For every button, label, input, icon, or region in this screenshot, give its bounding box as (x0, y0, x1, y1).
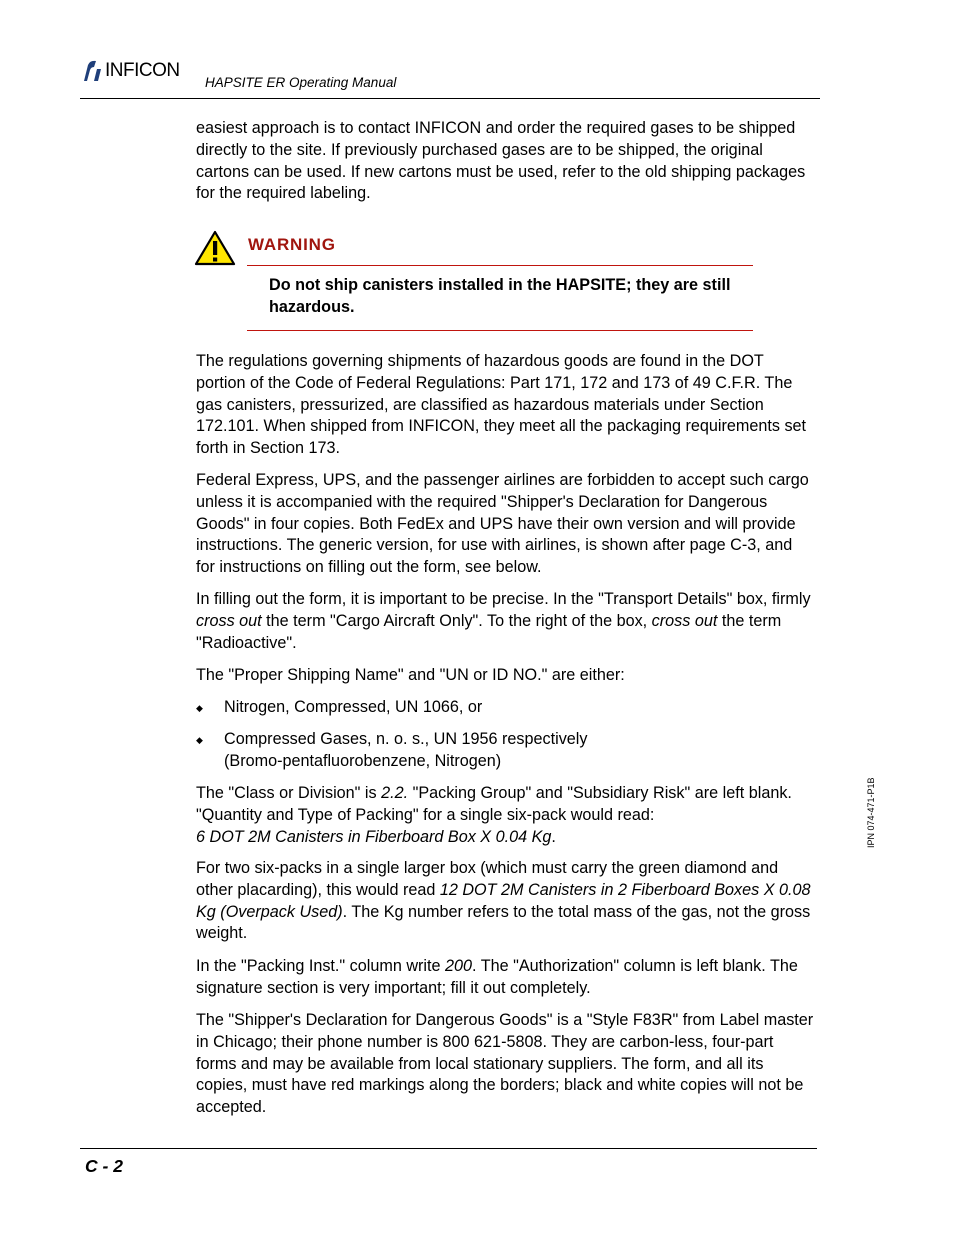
two-pack-emphasis: 12 DOT 2M Canisters in 2 Fiberboard Boxes X 0.08 Kg (Overpack Used) (196, 880, 811, 921)
manual-title: HAPSITE ER Operating Manual (205, 75, 397, 90)
inficon-logo (81, 59, 180, 83)
warning-top-rule (247, 265, 753, 266)
filling-text-2: the term "Cargo Aircraft Only". To the right of the box, (261, 611, 652, 630)
list-item: Nitrogen, Compressed, UN 1066, or (224, 698, 483, 716)
warning-bottom-rule (247, 330, 753, 331)
filling-emphasis-2: cross out (651, 611, 718, 630)
warning-title: WARNING (248, 235, 336, 254)
declaration-paragraph: The "Shipper's Declaration for Dangerous Goods" is a "Style F83R" from Label master in Chicago; their phone number is 800 621-5808. They are carbon-less, four-part forms and may be available from local stationary suppliers. The form, and all its copies, must have red markings along the borders; black and white copies will not be accepted. (196, 1011, 814, 1117)
page-number: C - 2 (85, 1156, 123, 1176)
filling-text-1: In filling out the form, it is important to be precise. In the "Transport Details" box, firmly (196, 590, 811, 608)
bullet-glyph: ◆ (196, 735, 203, 745)
ipn-label: IPN 074-471-P1B (866, 777, 876, 848)
intro-paragraph: easiest approach is to contact INFICON and order the required gases to be shipped directly to the site. If previously purchased gases are to be shipped, the original cartons can be used. If new cartons must be used, refer to the old shipping packages for the required labeling. (196, 119, 806, 203)
warning-text: Do not ship canisters installed in the HAPSITE; they are still hazardous. (269, 276, 731, 316)
regulations-paragraph: The regulations governing shipments of hazardous goods are found in the DOT portion of the Code of Federal Regulations: Part 171, 172 and 173 of 49 C.F.R. The gas canisters, pressurized, are classified as hazardous materials under Section 172.101. When shipped from INFICON, they meet all the packaging requirements set forth in Section 173. (196, 352, 807, 458)
class-emphasis-1: 2.2. (381, 784, 409, 802)
header-divider (80, 98, 820, 99)
bullet-glyph: ◆ (196, 703, 203, 713)
filling-paragraph (196, 589, 814, 654)
inficon-logo-icon (81, 59, 103, 83)
filling-emphasis-1: cross out (196, 611, 262, 630)
list-item: Compressed Gases, n. o. s., UN 1956 respectively (Bromo-pentafluorobenzene, Nitrogen) (224, 730, 588, 770)
packing-text-1: In the "Packing Inst." column write (196, 957, 446, 975)
class-text-2: "Packing Group" and "Subsidiary Risk" are left blank. "Quantity and Type of Packing" for a single six-pack would read: (196, 784, 792, 824)
two-pack-text-2: . The Kg number refers to the total mass of the gas, not the gross weight. (196, 902, 811, 943)
class-paragraph (196, 783, 814, 848)
two-pack-paragraph (196, 858, 814, 945)
packing-paragraph (196, 956, 814, 1000)
packing-text-2: . The "Authorization" column is left blank. The signature section is very important; fill it out completely. (196, 957, 798, 997)
class-text-3: . (551, 827, 556, 846)
class-emphasis-2: 6 DOT 2M Canisters in Fiberboard Box X 0.04 Kg (196, 827, 552, 846)
logo-text: INFICON (105, 60, 180, 81)
packing-emphasis: 200 (445, 957, 473, 975)
warning-triangle-icon (194, 230, 236, 266)
class-text-1: The "Class or Division" is (196, 784, 382, 802)
filling-text-3: the term "Radioactive". (196, 611, 782, 652)
footer-divider (80, 1148, 817, 1149)
two-pack-text-1: For two six-packs in a single larger box (which must carry the green diamond and other placarding), this would read (196, 859, 779, 899)
carriers-paragraph: Federal Express, UPS, and the passenger airlines are forbidden to accept such cargo unless it is accompanied with the required "Shipper's Declaration for Dangerous Goods" in four copies. Both FedEx and UPS have their own version and will provide instructions. The generic version, for use with airlines, is shown after page C-3, and for instructions on filling out the form, see below. (196, 471, 809, 577)
proper-name-paragraph: The "Proper Shipping Name" and "UN or ID NO." are either: (196, 666, 625, 684)
